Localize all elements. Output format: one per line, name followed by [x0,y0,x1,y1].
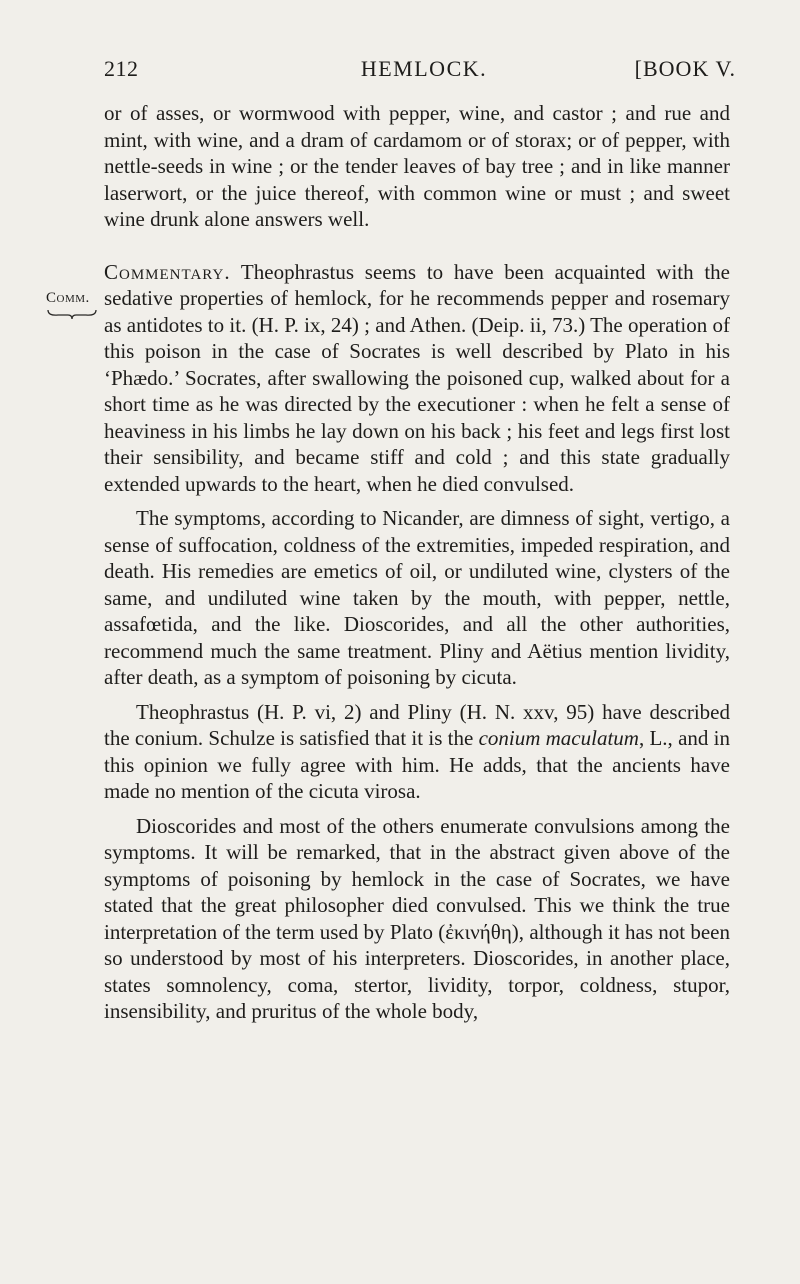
brace-mark [46,308,98,320]
paragraph-convulsions: Dioscorides and most of the others enumerate convulsions among the symptoms. It will be remarked, that in the abstract given above of the symptoms of poisoning by hemlock in the case of Socrates, we have stated that the great philosopher died convulsed. This we think the true interpretation of the term used by Plato (ἐκινήθη), although it has not been so understood by most of his interpreters. Dioscorides, in another place, states somnolency, coma, stertor, lividity, torpor, coldness, stupor, insensibility, and pruritus of the whole body, [104,813,730,1023]
running-header [104,56,744,86]
commentary-text: Theophrastus seems to have been acquainted with the sedative properties of hemlock, for he recommends pepper and rosemary as antidotes to it. (H. P. ix, 24) ; and Athen. (Deip. ii, 73.) The operation of this poison in the case of Socrates is well described by Plato in his ‘Phædo.’ Socrates, after swallowing the poisoned cup, walked about for a short time as he was directed by the executioner : when he felt a sense of heaviness in his limbs he lay down on his back ; his feet and legs first lost their sensibility, and became stiff and cold ; and this state gradually extended upwards to the heart, when he died convulsed. [104,259,731,496]
margin-note: Comm. [46,290,90,306]
body-text [104,100,730,1025]
paragraph-conium [104,699,730,805]
conium-text-b: , L., and in this opinion we fully agree with him. He adds, that the ancients have made no mention of the cicuta virosa. [104,726,730,803]
paragraph-commentary [104,259,730,498]
running-title: HEMLOCK. [360,56,488,81]
paragraph-continuation: or of asses, or wormwood with pepper, wine, and castor ; and rue and mint, with wine, and a dram of cardamom or of storax; or of pepper, with nettle-seeds in wine ; or the tender leaves of bay tree ; and in like manner laserwort, or the juice thereof, with common wine or must ; and sweet wine drunk alone answers well. [104,101,730,231]
book-label: [BOOK V. [634,56,736,81]
conium-species: conium maculatum [478,726,639,750]
conium-text-a: Theophrastus (H. P. vi, 2) and Pliny (H. N. xxv, 95) have described the conium. Schulze is satisfied that it is the [104,699,730,750]
paragraph-symptoms: The symptoms, according to Nicander, are dimness of sight, vertigo, a sense of suffocation, coldness of the extremities, impeded respiration, and death. His remedies are emetics of oil, or undiluted wine, clysters of the same, and undiluted wine taken by the mouth, with pepper, nettle, assafœtida, and the like. Dioscorides, and all the other authorities, recommend much the same treatment. Pliny and Aëtius mention lividity, after death, as a symptom of poisoning by cicuta. [104,506,730,689]
page-number: 212 [104,56,139,81]
commentary-label: Commentary. [104,259,231,284]
